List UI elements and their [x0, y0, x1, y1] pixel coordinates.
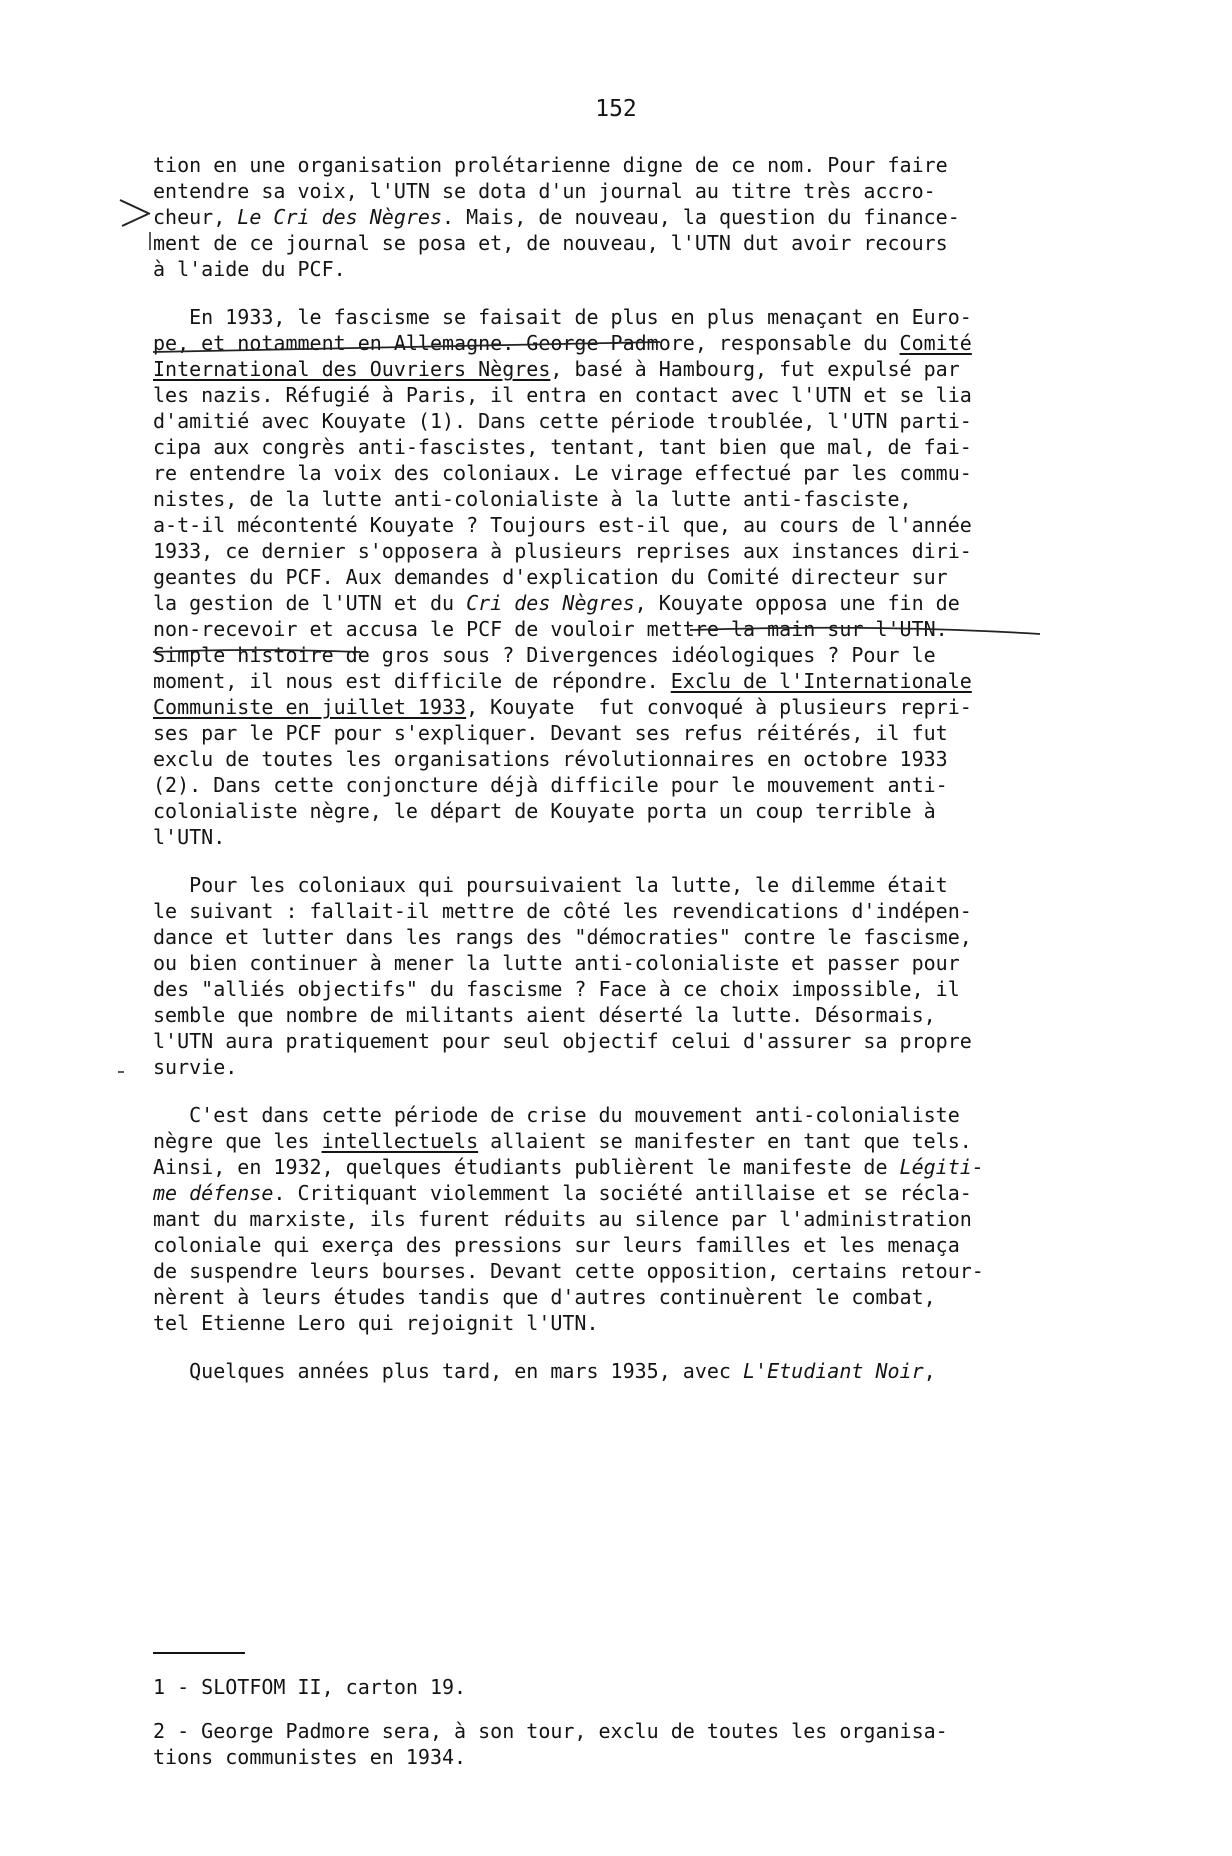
text-segment: , Kouyate fut convoqué à plusieurs repri- — [466, 695, 972, 719]
text-segment: ses par le PCF pour s'expliquer. Devant ses refus réitérés, il fut — [153, 721, 948, 745]
text-line — [153, 408, 1053, 434]
text-line — [153, 1284, 1053, 1310]
text-line — [153, 356, 1053, 382]
text-line — [153, 230, 1053, 256]
text-segment: , — [923, 1359, 936, 1383]
text-line — [153, 798, 1053, 824]
text-segment: survie. — [153, 1055, 238, 1079]
text-segment: cipa aux congrès anti-fascistes, tentant, tant bien que mal, de fai- — [153, 435, 972, 459]
text-segment: l'UTN aura pratiquement pour seul objectif celui d'assurer sa propre — [153, 1029, 972, 1053]
text-segment: . Mais, de nouveau, la question du finance- — [442, 205, 960, 229]
text-line — [153, 1232, 1053, 1258]
underlined-text: International des Ouvriers Nègres — [153, 357, 551, 381]
body-text — [153, 152, 1053, 1384]
text-line — [153, 668, 1053, 694]
text-line — [153, 1002, 1053, 1028]
text-line — [153, 746, 1053, 772]
text-line — [153, 178, 1053, 204]
text-line — [153, 590, 1053, 616]
text-segment: Simple histoire de gros sous ? Divergences idéologiques ? Pour le — [153, 643, 936, 667]
italic-title: L'Etudiant Noir — [743, 1359, 924, 1383]
text-line — [153, 872, 1053, 898]
text-segment: 1933, ce dernier s'opposera à plusieurs reprises aux instances diri- — [153, 539, 972, 563]
text-line — [153, 1054, 1053, 1080]
text-segment: semble que nombre de militants aient déserté la lutte. Désormais, — [153, 1003, 936, 1027]
text-segment: colonialiste nègre, le départ de Kouyate porta un coup terrible à — [153, 799, 936, 823]
text-segment: nègre que les — [153, 1129, 322, 1153]
text-segment: dance et lutter dans les rangs des "démocraties" contre le fascisme, — [153, 925, 972, 949]
text-segment: non-recevoir et accusa le PCF de vouloir mettre la main sur l'UTN. — [153, 617, 948, 641]
margin-arrow-mark — [120, 200, 150, 226]
text-segment: En 1933, le fascisme se faisait de plus en plus menaçant en Euro- — [189, 305, 972, 329]
footnotes — [153, 1674, 1053, 1770]
footnote-2-continued: tions communistes en 1934. — [153, 1745, 467, 1769]
text-segment: tion en une organisation prolétarienne digne de ce nom. Pour faire — [153, 153, 948, 177]
text-segment: entendre sa voix, l'UTN se dota d'un journal au titre très accro- — [153, 179, 936, 203]
text-line — [153, 924, 1053, 950]
text-line — [153, 824, 1053, 850]
underlined-text: Comité — [899, 331, 972, 355]
text-line — [153, 616, 1053, 642]
text-segment: coloniale qui exerça des pressions sur leurs familles et les menaça — [153, 1233, 960, 1257]
text-line — [153, 720, 1053, 746]
text-segment: ment de ce journal se posa et, de nouveau, l'UTN dut avoir recours — [153, 231, 948, 255]
text-segment: . Critiquant violemment la société antillaise et se récla- — [273, 1181, 972, 1205]
footnote-1: 1 - SLOTFOM II, carton 19. — [153, 1675, 467, 1699]
text-segment: a-t-il mécontenté Kouyate ? Toujours est-il que, au cours de l'année — [153, 513, 972, 537]
text-segment: allaient se manifester en tant que tels. — [478, 1129, 972, 1153]
underlined-text: Exclu de l'Internationale — [670, 669, 972, 693]
italic-title: Cri des Nègres — [466, 591, 635, 615]
text-segment: geantes du PCF. Aux demandes d'explication du Comité directeur sur — [153, 565, 948, 589]
text-segment: Ainsi, en 1932, quelques étudiants publièrent le manifeste de — [153, 1155, 900, 1179]
text-segment: exclu de toutes les organisations révolutionnaires en octobre 1933 — [153, 747, 948, 771]
text-segment: de suspendre leurs bourses. Devant cette opposition, certains retour- — [153, 1259, 984, 1283]
text-segment: tel Etienne Lero qui rejoignit l'UTN. — [153, 1311, 599, 1335]
text-line — [153, 772, 1053, 798]
text-line — [153, 460, 1053, 486]
text-line — [153, 382, 1053, 408]
text-segment: nistes, de la lutte anti-colonialiste à la lutte anti-fasciste, — [153, 487, 912, 511]
text-line — [153, 1310, 1053, 1336]
underlined-text: intellectuels — [321, 1129, 479, 1153]
text-line — [153, 642, 1053, 668]
footnote-rule — [153, 1652, 245, 1654]
text-segment: cheur, — [153, 205, 238, 229]
text-line — [153, 512, 1053, 538]
text-line — [153, 1358, 1053, 1384]
text-segment: (2). Dans cette conjoncture déjà difficile pour le mouvement anti- — [153, 773, 948, 797]
text-line — [153, 538, 1053, 564]
text-segment: des "alliés objectifs" du fascisme ? Face à ce choix impossible, il — [153, 977, 960, 1001]
text-segment: nèrent à leurs études tandis que d'autres continuèrent le combat, — [153, 1285, 936, 1309]
italic-title: Le Cri des Nègres — [237, 205, 442, 229]
page-number: 152 — [595, 96, 637, 122]
text-line — [153, 204, 1053, 230]
text-segment: moment, il nous est difficile de répondre. — [153, 669, 671, 693]
text-line — [153, 1180, 1053, 1206]
text-line — [153, 1258, 1053, 1284]
text-segment: C'est dans cette période de crise du mouvement anti-colonialiste — [189, 1103, 960, 1127]
text-line — [153, 304, 1053, 330]
text-segment: la gestion de l'UTN et du — [153, 591, 467, 615]
text-line — [153, 976, 1053, 1002]
text-line — [153, 1154, 1053, 1180]
text-line — [153, 330, 1053, 356]
text-segment: ou bien continuer à mener la lutte anti-colonialiste et passer pour — [153, 951, 960, 975]
text-segment: l'UTN. — [153, 825, 226, 849]
text-segment: le suivant : fallait-il mettre de côté les revendications d'indépen- — [153, 899, 972, 923]
footnote-2: 2 - George Padmore sera, à son tour, exclu de toutes les organisa- — [153, 1719, 948, 1743]
italic-title: me défense — [153, 1181, 274, 1205]
text-line — [153, 564, 1053, 590]
text-segment: Quelques années plus tard, en mars 1935, avec — [189, 1359, 744, 1383]
text-line — [153, 694, 1053, 720]
text-segment: Pour les coloniaux qui poursuivaient la lutte, le dilemme était — [189, 873, 948, 897]
underlined-text: Communiste en juillet 1933 — [153, 695, 467, 719]
text-line — [153, 256, 1053, 282]
text-line — [153, 434, 1053, 460]
text-line — [153, 1206, 1053, 1232]
italic-title: Légiti- — [899, 1155, 984, 1179]
text-segment: re entendre la voix des coloniaux. Le virage effectué par les commu- — [153, 461, 972, 485]
text-line — [153, 152, 1053, 178]
text-segment: , basé à Hambourg, fut expulsé par — [550, 357, 960, 381]
text-segment: les nazis. Réfugié à Paris, il entra en contact avec l'UTN et se lia — [153, 383, 972, 407]
text-line — [153, 1102, 1053, 1128]
text-segment: d'amitié avec Kouyate (1). Dans cette période troublée, l'UTN parti- — [153, 409, 972, 433]
text-line — [153, 950, 1053, 976]
text-line — [153, 898, 1053, 924]
text-segment: pe, et notamment en Allemagne. George Padmore, responsable du — [153, 331, 900, 355]
text-line — [153, 1028, 1053, 1054]
text-segment: mant du marxiste, ils furent réduits au silence par l'administration — [153, 1207, 972, 1231]
text-line — [153, 1128, 1053, 1154]
text-segment: , Kouyate opposa une fin de — [634, 591, 960, 615]
text-segment: à l'aide du PCF. — [153, 257, 346, 281]
text-line — [153, 486, 1053, 512]
